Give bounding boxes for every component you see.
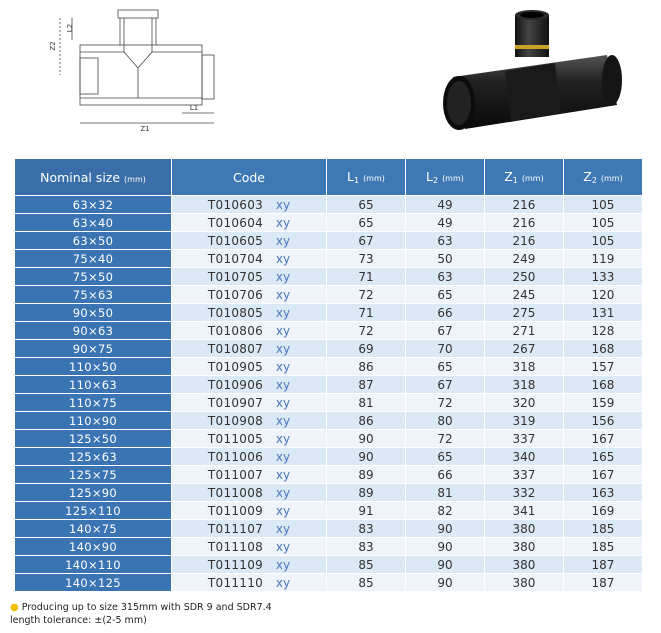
cell-l2: 70 <box>406 340 484 357</box>
cell-code-value: T010908 <box>207 413 264 428</box>
cell-nominal-size: 125×110 <box>15 502 171 519</box>
cell-code-suffix: xy <box>275 251 291 266</box>
cell-code <box>172 448 326 465</box>
cell-z1: 380 <box>485 538 563 555</box>
cell-l2: 90 <box>406 538 484 555</box>
cell-code-value: T011109 <box>207 557 264 572</box>
cell-z2: 119 <box>564 250 642 267</box>
cell-z1: 332 <box>485 484 563 501</box>
cell-l2: 65 <box>406 358 484 375</box>
table-row <box>15 196 642 213</box>
cell-nominal-size: 125×63 <box>15 448 171 465</box>
header-nominal-label: Nominal size <box>40 169 121 185</box>
cell-l1: 87 <box>327 376 405 393</box>
cell-code <box>172 268 326 285</box>
cell-l2: 50 <box>406 250 484 267</box>
cell-l1: 83 <box>327 538 405 555</box>
cell-z2: 165 <box>564 448 642 465</box>
table-row <box>15 322 642 339</box>
cell-l2: 90 <box>406 556 484 573</box>
header-code-label: Code <box>232 169 265 185</box>
cell-nominal-size: 90×63 <box>15 322 171 339</box>
cell-l1: 89 <box>327 484 405 501</box>
cell-code-value: T010907 <box>207 395 264 410</box>
cell-code-value: T011007 <box>207 467 264 482</box>
cell-code-suffix: xy <box>275 305 291 320</box>
cell-nominal-size: 63×40 <box>15 214 171 231</box>
cell-l2: 63 <box>406 268 484 285</box>
header-l2-label: L <box>426 169 433 184</box>
cell-z2: 120 <box>564 286 642 303</box>
cell-nominal-size: 140×110 <box>15 556 171 573</box>
table-row <box>15 430 642 447</box>
cell-nominal-size: 75×63 <box>15 286 171 303</box>
cell-nominal-size: 110×75 <box>15 394 171 411</box>
cell-l1: 86 <box>327 358 405 375</box>
cell-l1: 85 <box>327 556 405 573</box>
cell-z1: 341 <box>485 502 563 519</box>
tee-dimension-drawing <box>0 0 300 150</box>
header-z1-unit: (mm) <box>521 174 544 183</box>
cell-code-suffix: xy <box>275 431 291 446</box>
cell-nominal-size: 125×50 <box>15 430 171 447</box>
cell-z1: 320 <box>485 394 563 411</box>
tee-product-photo <box>435 5 635 145</box>
header-l2 <box>406 159 484 195</box>
tee-spec-table <box>14 158 643 592</box>
cell-l1: 89 <box>327 466 405 483</box>
header-l1-label: L <box>347 169 354 184</box>
header-nominal-size <box>15 159 171 195</box>
cell-code <box>172 520 326 537</box>
cell-code-suffix: xy <box>275 287 291 302</box>
cell-l1: 69 <box>327 340 405 357</box>
cell-code-value: T010706 <box>207 287 264 302</box>
cell-z2: 167 <box>564 430 642 447</box>
cell-l2: 67 <box>406 322 484 339</box>
cell-code-value: T010906 <box>207 377 264 392</box>
cell-l1: 67 <box>327 232 405 249</box>
table-row <box>15 232 642 249</box>
cell-code-value: T010807 <box>207 341 264 356</box>
cell-z2: 185 <box>564 538 642 555</box>
l2-label: L2 <box>66 23 74 33</box>
cell-l1: 71 <box>327 304 405 321</box>
cell-z1: 250 <box>485 268 563 285</box>
cell-nominal-size: 125×75 <box>15 466 171 483</box>
cell-l1: 71 <box>327 268 405 285</box>
cell-nominal-size: 75×50 <box>15 268 171 285</box>
cell-z1: 340 <box>485 448 563 465</box>
cell-nominal-size: 90×75 <box>15 340 171 357</box>
cell-l2: 82 <box>406 502 484 519</box>
cell-code-value: T011110 <box>207 575 264 590</box>
cell-code-suffix: xy <box>275 539 291 554</box>
cell-l2: 66 <box>406 304 484 321</box>
cell-code-value: T011006 <box>207 449 264 464</box>
note-tolerance: length tolerance: ±(2-5 mm) <box>10 615 147 626</box>
cell-code-value: T011008 <box>207 485 264 500</box>
table-row <box>15 268 642 285</box>
cell-code <box>172 394 326 411</box>
cell-code <box>172 502 326 519</box>
cell-l2: 72 <box>406 430 484 447</box>
cell-l2: 65 <box>406 448 484 465</box>
header-l1-sub: 1 <box>353 176 360 185</box>
header-z2-unit: (mm) <box>600 174 623 183</box>
cell-code <box>172 286 326 303</box>
cell-l1: 85 <box>327 574 405 591</box>
cell-code <box>172 340 326 357</box>
cell-code-suffix: xy <box>275 395 291 410</box>
cell-code-suffix: xy <box>275 449 291 464</box>
cell-code-value: T011009 <box>207 503 264 518</box>
header-z2 <box>564 159 642 195</box>
cell-code <box>172 304 326 321</box>
cell-code-suffix: xy <box>275 413 291 428</box>
table-row <box>15 394 642 411</box>
table-header-row <box>15 159 642 195</box>
cell-code-suffix: xy <box>275 197 291 212</box>
header-z1-sub: 1 <box>512 176 518 185</box>
table-row <box>15 412 642 429</box>
table-row <box>15 376 642 393</box>
cell-code-suffix: xy <box>275 557 291 572</box>
cell-nominal-size: 140×75 <box>15 520 171 537</box>
header-z1-label: Z <box>504 169 513 184</box>
header-z2-label: Z <box>583 169 592 184</box>
cell-l1: 90 <box>327 430 405 447</box>
table-row <box>15 466 642 483</box>
cell-code <box>172 322 326 339</box>
header-l2-unit: (mm) <box>442 174 464 183</box>
cell-code-suffix: xy <box>275 359 291 374</box>
cell-z2: 105 <box>564 214 642 231</box>
cell-z1: 249 <box>485 250 563 267</box>
cell-code <box>172 574 326 591</box>
cell-code-suffix: xy <box>275 377 291 392</box>
cell-code-suffix: xy <box>275 503 291 518</box>
table-body <box>15 196 642 591</box>
cell-z2: 169 <box>564 502 642 519</box>
cell-code <box>172 430 326 447</box>
cell-code-suffix: xy <box>275 269 291 284</box>
l1-label: L1 <box>189 104 199 112</box>
cell-z1: 271 <box>485 322 563 339</box>
cell-z1: 380 <box>485 574 563 591</box>
table-row <box>15 448 642 465</box>
cell-code <box>172 250 326 267</box>
notes <box>10 601 272 627</box>
cell-code-suffix: xy <box>275 323 291 338</box>
table-row <box>15 250 642 267</box>
cell-z1: 380 <box>485 556 563 573</box>
cell-l1: 86 <box>327 412 405 429</box>
table-row <box>15 556 642 573</box>
table-row <box>15 214 642 231</box>
header-z1 <box>485 159 563 195</box>
cell-z2: 157 <box>564 358 642 375</box>
cell-z2: 185 <box>564 520 642 537</box>
cell-l1: 72 <box>327 322 405 339</box>
cell-z1: 245 <box>485 286 563 303</box>
cell-l2: 90 <box>406 520 484 537</box>
note-production <box>10 601 272 614</box>
cell-l2: 49 <box>406 214 484 231</box>
table-row <box>15 520 642 537</box>
cell-nominal-size: 110×90 <box>15 412 171 429</box>
cell-code <box>172 484 326 501</box>
cell-code-value: T010604 <box>207 215 264 230</box>
cell-code-value: T010806 <box>207 323 264 338</box>
cell-code-value: T010704 <box>207 251 264 266</box>
cell-z2: 105 <box>564 196 642 213</box>
cell-code-value: T010905 <box>207 359 264 374</box>
cell-z2: 156 <box>564 412 642 429</box>
cell-z1: 216 <box>485 196 563 213</box>
cell-l1: 81 <box>327 394 405 411</box>
cell-nominal-size: 90×50 <box>15 304 171 321</box>
table-row <box>15 340 642 357</box>
bullet-icon: ● <box>10 602 19 613</box>
cell-z2: 105 <box>564 232 642 249</box>
cell-code-suffix: xy <box>275 575 291 590</box>
header-l1-unit: (mm) <box>363 174 385 183</box>
cell-l2: 65 <box>406 286 484 303</box>
cell-z2: 187 <box>564 574 642 591</box>
cell-l2: 66 <box>406 466 484 483</box>
cell-l1: 90 <box>327 448 405 465</box>
cell-code <box>172 214 326 231</box>
cell-z1: 216 <box>485 214 563 231</box>
cell-code-suffix: xy <box>275 467 291 482</box>
cell-code-value: T010805 <box>207 305 264 320</box>
cell-z2: 168 <box>564 340 642 357</box>
z2-label: Z2 <box>49 41 57 51</box>
table-row <box>15 286 642 303</box>
cell-l1: 73 <box>327 250 405 267</box>
cell-nominal-size: 140×125 <box>15 574 171 591</box>
cell-z1: 337 <box>485 430 563 447</box>
cell-z2: 168 <box>564 376 642 393</box>
cell-nominal-size: 63×50 <box>15 232 171 249</box>
cell-l2: 63 <box>406 232 484 249</box>
cell-l2: 67 <box>406 376 484 393</box>
cell-z2: 163 <box>564 484 642 501</box>
cell-code-suffix: xy <box>275 215 291 230</box>
cell-code-suffix: xy <box>275 485 291 500</box>
header-l1 <box>327 159 405 195</box>
cell-nominal-size: 140×90 <box>15 538 171 555</box>
cell-code <box>172 358 326 375</box>
cell-code <box>172 196 326 213</box>
table-row <box>15 502 642 519</box>
cell-l2: 80 <box>406 412 484 429</box>
cell-l1: 91 <box>327 502 405 519</box>
table-row <box>15 484 642 501</box>
cell-z2: 128 <box>564 322 642 339</box>
header-code <box>172 159 326 195</box>
cell-code-value: T011107 <box>207 521 264 536</box>
cell-code <box>172 232 326 249</box>
cell-l1: 65 <box>327 196 405 213</box>
cell-l1: 83 <box>327 520 405 537</box>
cell-l2: 72 <box>406 394 484 411</box>
cell-code-suffix: xy <box>275 521 291 536</box>
cell-code <box>172 466 326 483</box>
cell-nominal-size: 63×32 <box>15 196 171 213</box>
header-nominal-unit: (mm) <box>124 174 146 184</box>
cell-nominal-size: 110×63 <box>15 376 171 393</box>
cell-code-suffix: xy <box>275 233 291 248</box>
cell-l2: 49 <box>406 196 484 213</box>
note-production-text: Producing up to size 315mm with SDR 9 and SDR7.4 <box>21 602 272 613</box>
cell-code-suffix: xy <box>275 341 291 356</box>
cell-z1: 318 <box>485 376 563 393</box>
table-row <box>15 574 642 591</box>
cell-code <box>172 376 326 393</box>
cell-z1: 318 <box>485 358 563 375</box>
cell-l1: 72 <box>327 286 405 303</box>
cell-z1: 275 <box>485 304 563 321</box>
cell-z1: 337 <box>485 466 563 483</box>
cell-z2: 187 <box>564 556 642 573</box>
cell-z1: 267 <box>485 340 563 357</box>
cell-code-value: T011108 <box>207 539 264 554</box>
cell-nominal-size: 110×50 <box>15 358 171 375</box>
cell-code-value: T010705 <box>207 269 264 284</box>
cell-code-value: T010605 <box>207 233 264 248</box>
cell-code-value: T010603 <box>207 197 264 212</box>
table-row <box>15 358 642 375</box>
cell-code-value: T011005 <box>207 431 264 446</box>
cell-z1: 216 <box>485 232 563 249</box>
header-l2-sub: 2 <box>432 176 439 185</box>
cell-l1: 65 <box>327 214 405 231</box>
cell-z2: 131 <box>564 304 642 321</box>
header-z2-sub: 2 <box>591 176 597 185</box>
table-row <box>15 538 642 555</box>
cell-z2: 167 <box>564 466 642 483</box>
cell-code <box>172 538 326 555</box>
cell-code <box>172 412 326 429</box>
table-row <box>15 304 642 321</box>
cell-l2: 81 <box>406 484 484 501</box>
cell-code <box>172 556 326 573</box>
cell-z2: 159 <box>564 394 642 411</box>
cell-l2: 90 <box>406 574 484 591</box>
cell-nominal-size: 75×40 <box>15 250 171 267</box>
z1-label: Z1 <box>140 125 150 133</box>
cell-z1: 319 <box>485 412 563 429</box>
cell-z2: 133 <box>564 268 642 285</box>
cell-nominal-size: 125×90 <box>15 484 171 501</box>
cell-z1: 380 <box>485 520 563 537</box>
